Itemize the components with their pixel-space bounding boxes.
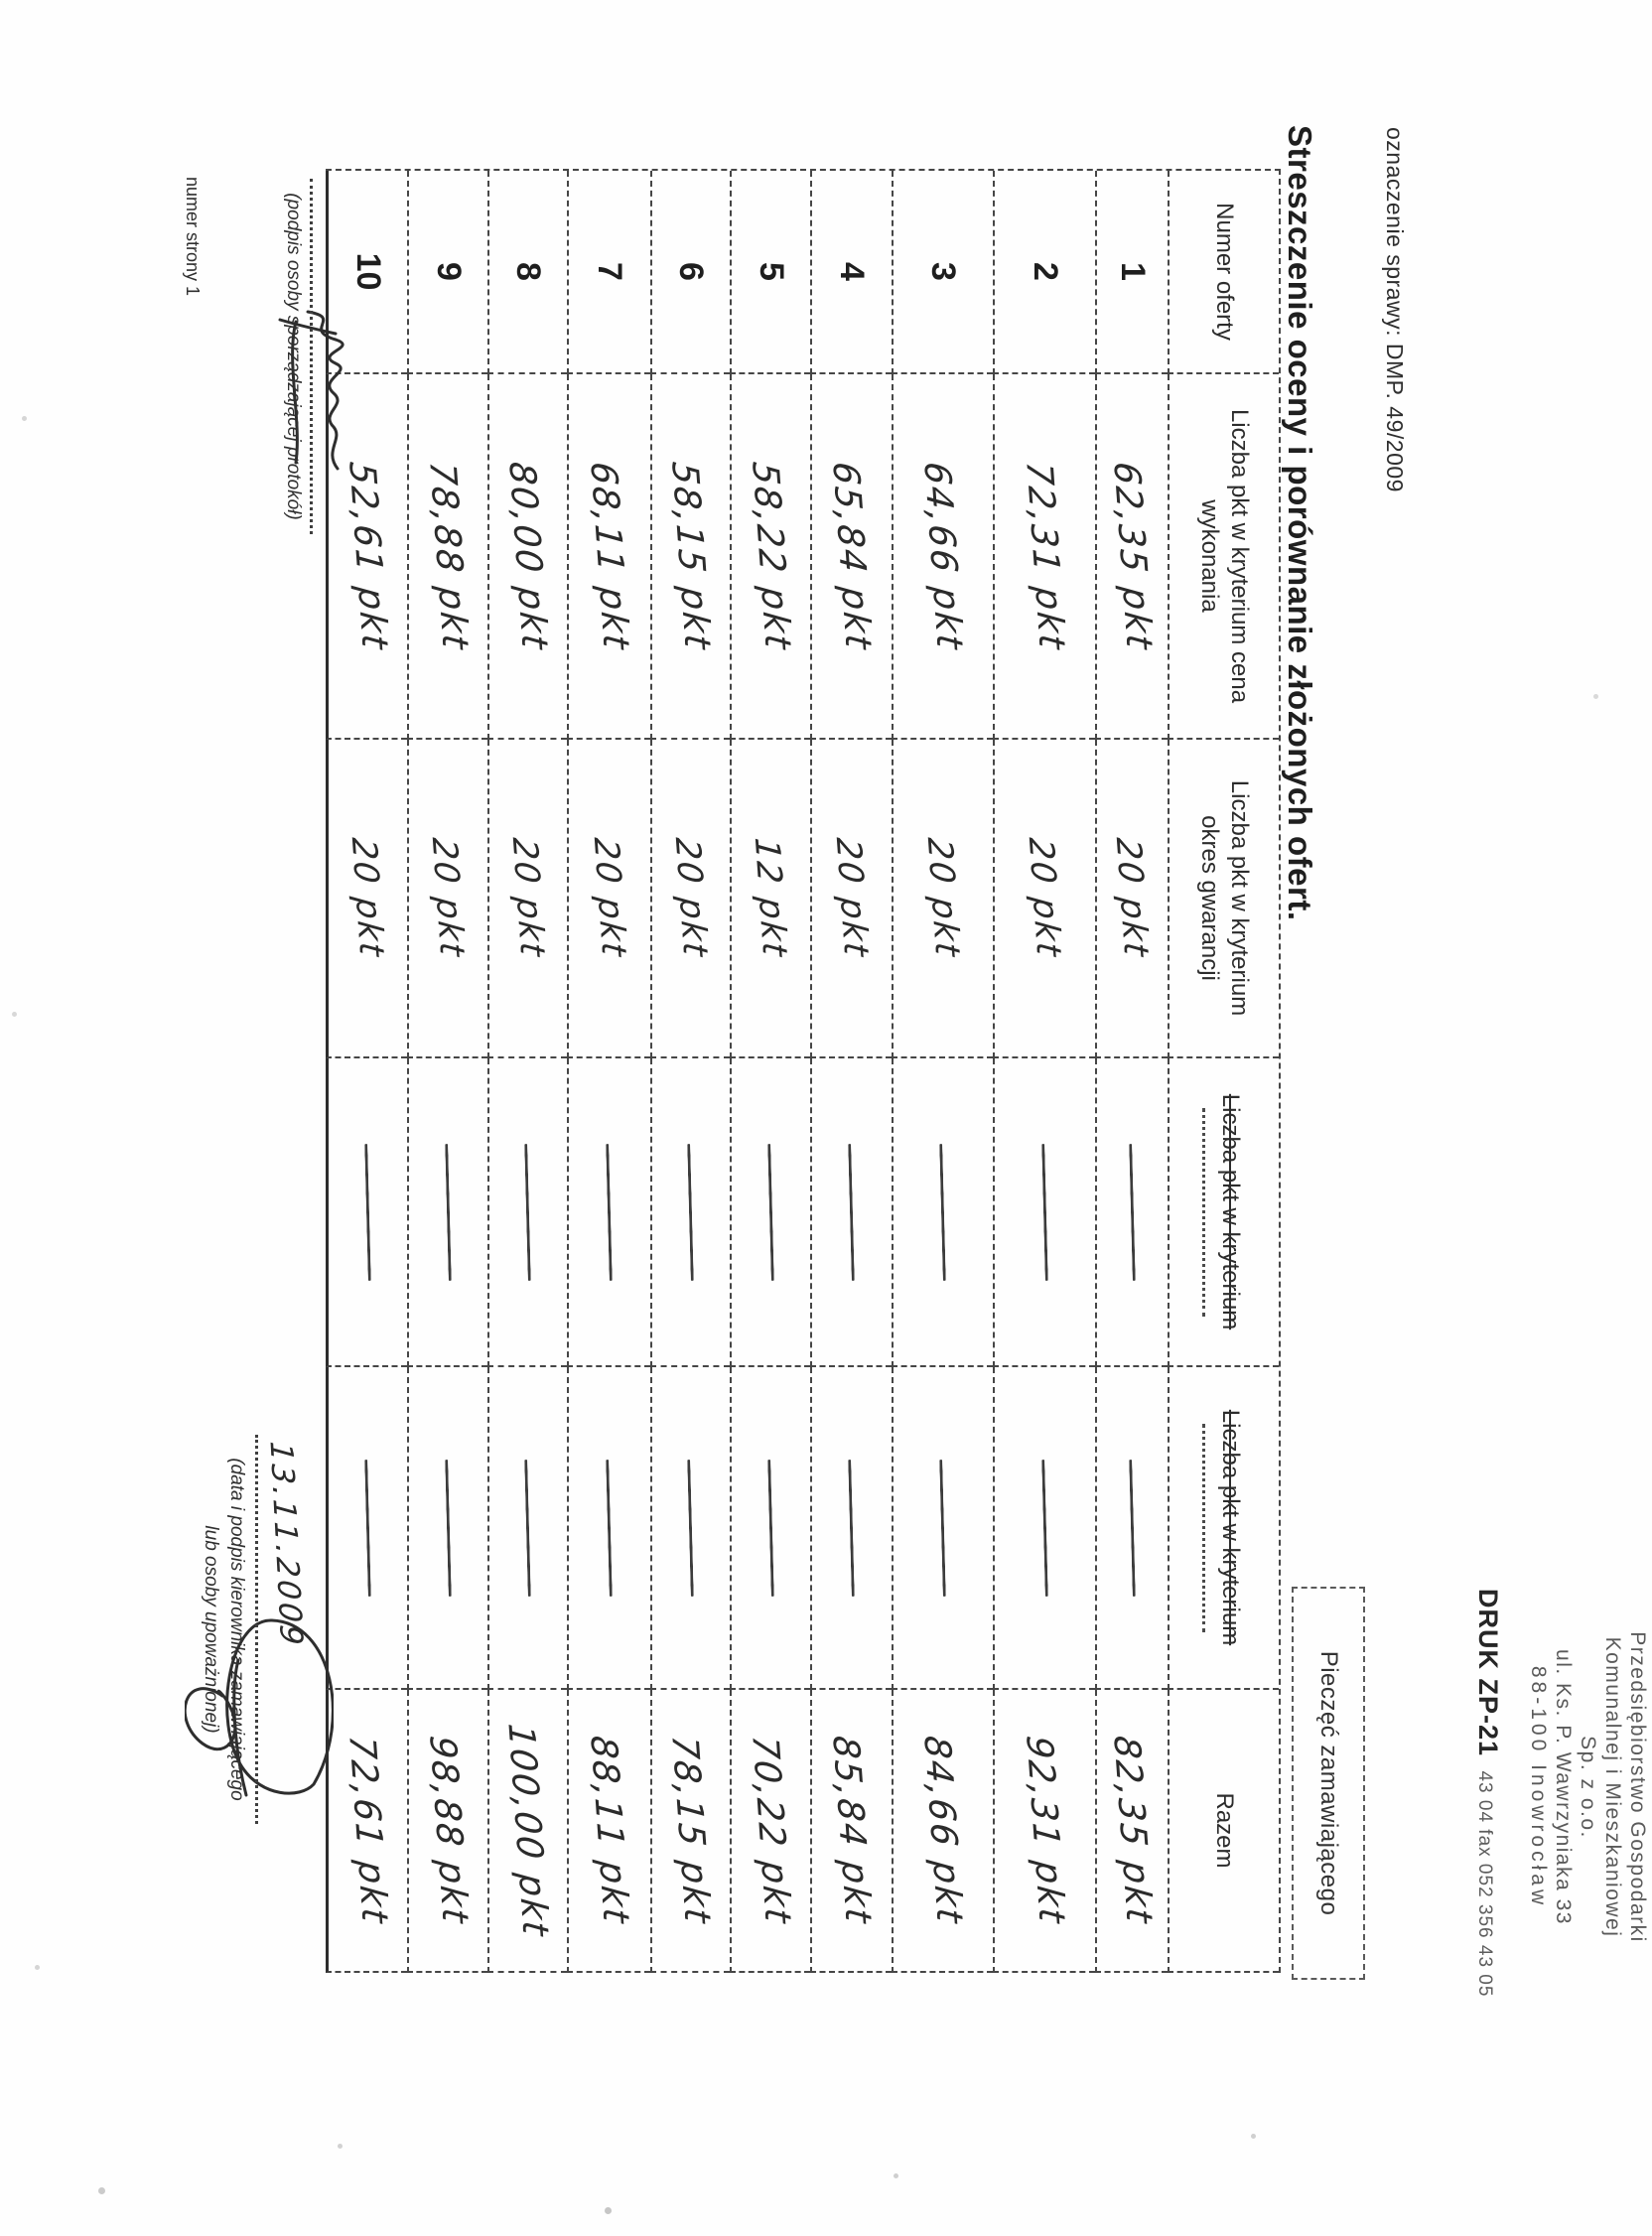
price-points-handwritten: 62,35 pkt bbox=[1105, 460, 1160, 652]
warranty-points-handwritten: 20 pkt bbox=[1108, 836, 1157, 960]
price-points-handwritten: 58,15 pkt bbox=[663, 460, 719, 652]
signature-caption-right-line2: lub osoby upoważnionej) bbox=[201, 1525, 221, 1734]
price-points-handwritten: 64,66 pkt bbox=[915, 460, 971, 652]
warranty-points-handwritten: 20 pkt bbox=[503, 836, 553, 960]
total-points-handwritten: 98,88 pkt bbox=[421, 1734, 476, 1927]
warranty-points-handwritten: 20 pkt bbox=[585, 836, 634, 960]
total-points-handwritten: 82,35 pkt bbox=[1105, 1734, 1160, 1927]
handwritten-date: 13.11.2009 bbox=[262, 1440, 310, 1649]
stamp-phone: 43 04 fax 052 356 43 05 bbox=[1474, 1770, 1495, 1998]
company-stamp bbox=[1526, 1584, 1650, 1991]
dash-mark bbox=[940, 1143, 947, 1280]
dash-mark bbox=[525, 1143, 532, 1280]
dash-mark bbox=[849, 1459, 856, 1596]
dash-mark bbox=[607, 1459, 614, 1596]
dash-mark bbox=[688, 1143, 695, 1280]
offer-number: 3 bbox=[924, 262, 963, 281]
offer-number: 6 bbox=[672, 262, 711, 281]
header-warranty-points: Liczba pkt w kryterium okres gwarancji bbox=[1168, 740, 1279, 1058]
offer-number: 8 bbox=[509, 262, 548, 281]
dash-mark bbox=[364, 1459, 371, 1596]
offer-number: 9 bbox=[430, 262, 468, 281]
page-number: numer strony 1 bbox=[183, 177, 203, 297]
stamp-box-label: Pieczęć zamawiającego bbox=[1315, 1650, 1342, 1916]
offer-number: 10 bbox=[349, 252, 387, 291]
price-points-handwritten: 80,00 pkt bbox=[500, 460, 556, 652]
signature-line-left bbox=[310, 179, 313, 534]
total-points-handwritten: 85,84 pkt bbox=[824, 1734, 880, 1927]
form-code: DRUK ZP-21 bbox=[1473, 1589, 1503, 1757]
dash-mark bbox=[1129, 1459, 1136, 1596]
dash-mark bbox=[525, 1459, 532, 1596]
dash-mark bbox=[607, 1143, 614, 1280]
signature-line-right bbox=[255, 1435, 258, 1824]
warranty-points-handwritten: 20 pkt bbox=[918, 836, 968, 960]
stamp-company-name-2: Komunalnej i Mieszkaniowej bbox=[1601, 1636, 1624, 1938]
total-points-handwritten: 92,31 pkt bbox=[1018, 1734, 1072, 1927]
warranty-points-handwritten: 20 pkt bbox=[827, 836, 877, 960]
offer-number: 5 bbox=[753, 262, 790, 281]
warranty-points-handwritten: 20 pkt bbox=[424, 836, 473, 960]
criterion-3-fill-line bbox=[1203, 1108, 1206, 1317]
offer-number: 2 bbox=[1027, 262, 1064, 281]
dash-mark bbox=[364, 1143, 371, 1280]
dash-mark bbox=[940, 1459, 947, 1596]
criterion-4-fill-line bbox=[1203, 1424, 1206, 1632]
dash-mark bbox=[849, 1143, 856, 1280]
signature-caption-right-line1: (data i podpis kierownika zamawiającego bbox=[226, 1458, 247, 1801]
dash-mark bbox=[1129, 1143, 1136, 1280]
total-points-handwritten: 100,00 pkt bbox=[499, 1722, 557, 1939]
price-points-handwritten: 52,61 pkt bbox=[341, 460, 395, 652]
stamp-box bbox=[1292, 1587, 1365, 1980]
form-code-row bbox=[1472, 1589, 1503, 2045]
dash-mark bbox=[445, 1143, 452, 1280]
stamp-company-form: Sp. z o.o. bbox=[1577, 1736, 1599, 1839]
dash-mark bbox=[767, 1459, 774, 1596]
header-criterion-4-struck: Liczba pkt w kryterium bbox=[1168, 1367, 1279, 1690]
price-points-handwritten: 72,31 pkt bbox=[1018, 460, 1072, 652]
dash-mark bbox=[1041, 1143, 1048, 1280]
offer-number: 4 bbox=[833, 262, 872, 281]
stamp-city: 88-100 Inowrocław bbox=[1527, 1665, 1550, 1909]
signature-caption-right bbox=[198, 1388, 249, 1871]
price-points-handwritten: 65,84 pkt bbox=[824, 460, 880, 652]
offer-number: 1 bbox=[1114, 262, 1152, 281]
total-points-handwritten: 88,11 pkt bbox=[582, 1734, 637, 1927]
total-points-handwritten: 70,22 pkt bbox=[744, 1734, 798, 1927]
total-points-handwritten: 84,66 pkt bbox=[915, 1734, 971, 1927]
total-points-handwritten: 72,61 pkt bbox=[341, 1734, 395, 1927]
warranty-points-handwritten: 20 pkt bbox=[1021, 836, 1069, 960]
signature-caption-left: (podpis osoby sporządzającej protokół) bbox=[283, 193, 304, 520]
warranty-points-handwritten: 12 pkt bbox=[747, 836, 795, 960]
stamp-street: ul. Ks. P. Wawrzyniaka 33 bbox=[1552, 1649, 1575, 1925]
page-title: Streszczenie oceny i porównanie złożonych ofert. bbox=[1282, 125, 1318, 921]
price-points-handwritten: 58,22 pkt bbox=[744, 460, 798, 652]
header-offer-number: Numer oferty bbox=[1168, 171, 1279, 374]
warranty-points-handwritten: 20 pkt bbox=[344, 836, 392, 960]
stamp-company-name-1: Przedsiębiorstwo Gospodarki bbox=[1626, 1631, 1649, 1943]
dash-mark bbox=[767, 1143, 774, 1280]
dash-mark bbox=[688, 1459, 695, 1596]
header-total: Razem bbox=[1168, 1690, 1279, 1973]
dash-mark bbox=[1041, 1459, 1048, 1596]
price-points-handwritten: 68,11 pkt bbox=[582, 460, 637, 652]
header-criterion-3-struck: Liczba pkt w kryterium bbox=[1168, 1058, 1279, 1367]
offer-number: 7 bbox=[591, 262, 629, 281]
total-points-handwritten: 78,15 pkt bbox=[663, 1734, 719, 1927]
price-points-handwritten: 78,88 pkt bbox=[421, 460, 476, 652]
offers-table bbox=[326, 169, 1281, 1973]
case-number-label: oznaczenie sprawy: DMP. 49/2009 bbox=[1382, 127, 1408, 492]
header-price-points: Liczba pkt w kryterium cena wykonania bbox=[1168, 374, 1279, 740]
warranty-points-handwritten: 20 pkt bbox=[666, 836, 716, 960]
dash-mark bbox=[445, 1459, 452, 1596]
